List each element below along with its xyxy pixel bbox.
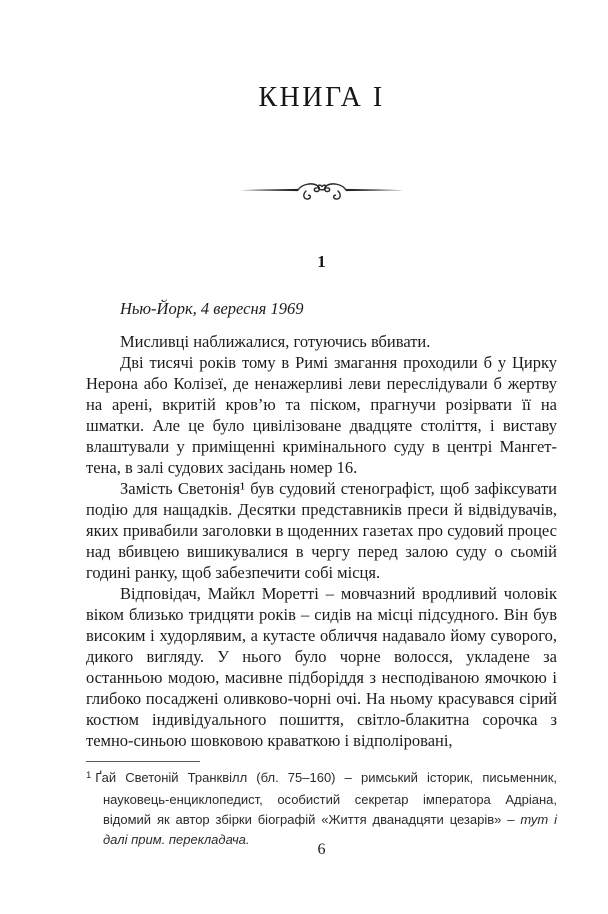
paragraph-2: Дві тисячі років тому в Римі змагання проходили б у Цирку Нерона або Колізеї, де ненажерливі леви переслідували б жертву на арені, вкритій кров’ю та піском, прагнучи розірвати її на шматки. Але це було цивілізоване двадцяте століття, і виставу влаштували у приміщенні кримінального суду в центрі Мангеттена, в залі судових засідань номер 16. [86,353,557,477]
body-text [86,331,557,751]
footnote-body: Ґай Светоній Транквілл (бл. 75–160) – римський історик, письменник, науковець-енциклопедист, особистий секретар імператора Адріана, відомий як автор збірки біографій «Життя дванадцяти цезарів» – [95,770,557,827]
footnote-text [86,768,557,850]
dateline: Нью-Йорк, 4 вересня 1969 [120,299,304,318]
footnote-divider [86,761,200,762]
divider-flourish-icon [240,178,404,204]
book-title: КНИГА I [258,82,385,113]
chapter-number: 1 [317,252,326,271]
footnote-marker: 1 [86,770,92,781]
page-number: 6 [317,841,326,858]
section-divider [86,178,557,204]
paragraph-4: Відповідач, Майкл Моретті – мовчазний вродливий чоловік віком близько тридцяти років – сидів на місці підсудного. Він був високим і худорлявим, а кутасте обличчя надавало йому суворого, дикого вигляду. У нього було чорне волосся, укладене за останньою модою, масивне підборіддя з несподіваною ямочкою і глибоко посаджені оливково-чорні очі. На ньому красувався сірий костюм індивідуального пошиття, світло-блакитна сорочка з темно-синьою шовковою краваткою і відполіровані, [86,584,557,750]
paragraph-3: Замість Светонія¹ був судовий стенографіст, щоб зафіксувати подію для нащадків. Десятки представників преси й відвідувачів, яких привабили заголовки в щоденних газетах про судовий процес над вбивцею вишикувалися в чергу перед залою суду о сьомій годині ранку, щоб забезпечити собі місця. [86,479,557,582]
footnote [86,768,557,850]
footnote-translator-note: тут і далі прим. перекладача. [103,812,557,847]
paragraph-1: Мисливці наближалися, готуючись вбивати. [120,332,431,351]
